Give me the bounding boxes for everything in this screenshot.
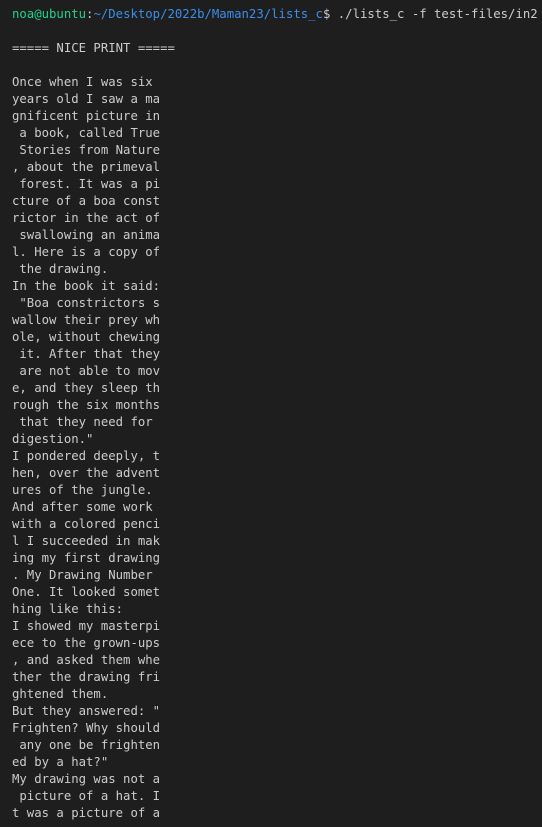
output-line: gnificent picture in <box>12 109 161 123</box>
output-line: ed by a hat?" <box>12 755 109 769</box>
output-line: I pondered deeply, t <box>12 449 161 463</box>
prompt-path: ~/Desktop/2022b/Maman23/lists_c <box>93 7 323 21</box>
blank-line <box>12 23 542 40</box>
output-line: that they need for <box>12 415 153 429</box>
output-line: ece to the grown-ups <box>12 636 161 650</box>
command-prompt-line <box>12 6 542 23</box>
prompt-symbol: $ <box>322 7 338 21</box>
command-text: ./lists_c -f test-files/in2 <box>337 7 538 21</box>
output-line: forest. It was a pi <box>12 177 161 191</box>
output-line: "Boa constrictors s <box>12 296 161 310</box>
output-line: swallowing an anima <box>12 228 161 242</box>
output-line: it. After that they <box>12 347 161 361</box>
output-line: are not able to mov <box>12 364 161 378</box>
output-line: rictor in the act of <box>12 211 161 225</box>
output-line: t was a picture of a <box>12 806 161 820</box>
prompt-user-host: noa@ubuntu <box>12 7 87 21</box>
output-line: , and asked them whe <box>12 653 161 667</box>
output-line: But they answered: " <box>12 704 161 718</box>
output-line: with a colored penci <box>12 517 161 531</box>
output-line: In the book it said: <box>12 279 161 293</box>
output-line: I showed my masterpi <box>12 619 161 633</box>
output-line: ole, without chewing <box>12 330 161 344</box>
output-line: ing my first drawing <box>12 551 161 565</box>
output-line: ures of the jungle. <box>12 483 153 497</box>
output-line: hing like this: <box>12 602 124 616</box>
output-line: picture of a hat. I <box>12 789 161 803</box>
blank-line <box>12 57 542 74</box>
output-line: . My Drawing Number <box>12 568 153 582</box>
output-line: wallow their prey wh <box>12 313 161 327</box>
output-header: ===== NICE PRINT ===== <box>12 41 175 55</box>
output-line: hen, over the advent <box>12 466 161 480</box>
output-line: any one be frighten <box>12 738 161 752</box>
output-line: Once when I was six <box>12 75 153 89</box>
output-line: a book, called True <box>12 126 161 140</box>
output-line: years old I saw a ma <box>12 92 161 106</box>
output-line: And after some work <box>12 500 153 514</box>
output-line: the drawing. <box>12 262 109 276</box>
prompt-colon: : <box>86 7 94 21</box>
output-line: My drawing was not a <box>12 772 161 786</box>
output-line: One. It looked somet <box>12 585 161 599</box>
program-output <box>12 74 542 822</box>
output-line: rough the six months <box>12 398 161 412</box>
output-line: ther the drawing fri <box>12 670 161 684</box>
output-line: Stories from Nature <box>12 143 161 157</box>
output-line: , about the primeval <box>12 160 161 174</box>
output-line: e, and they sleep th <box>12 381 161 395</box>
output-line: l I succeeded in mak <box>12 534 161 548</box>
output-line: ghtened them. <box>12 687 109 701</box>
output-line: digestion." <box>12 432 94 446</box>
output-line: l. Here is a copy of <box>12 245 161 259</box>
output-line: Frighten? Why should <box>12 721 161 735</box>
output-line: cture of a boa const <box>12 194 161 208</box>
